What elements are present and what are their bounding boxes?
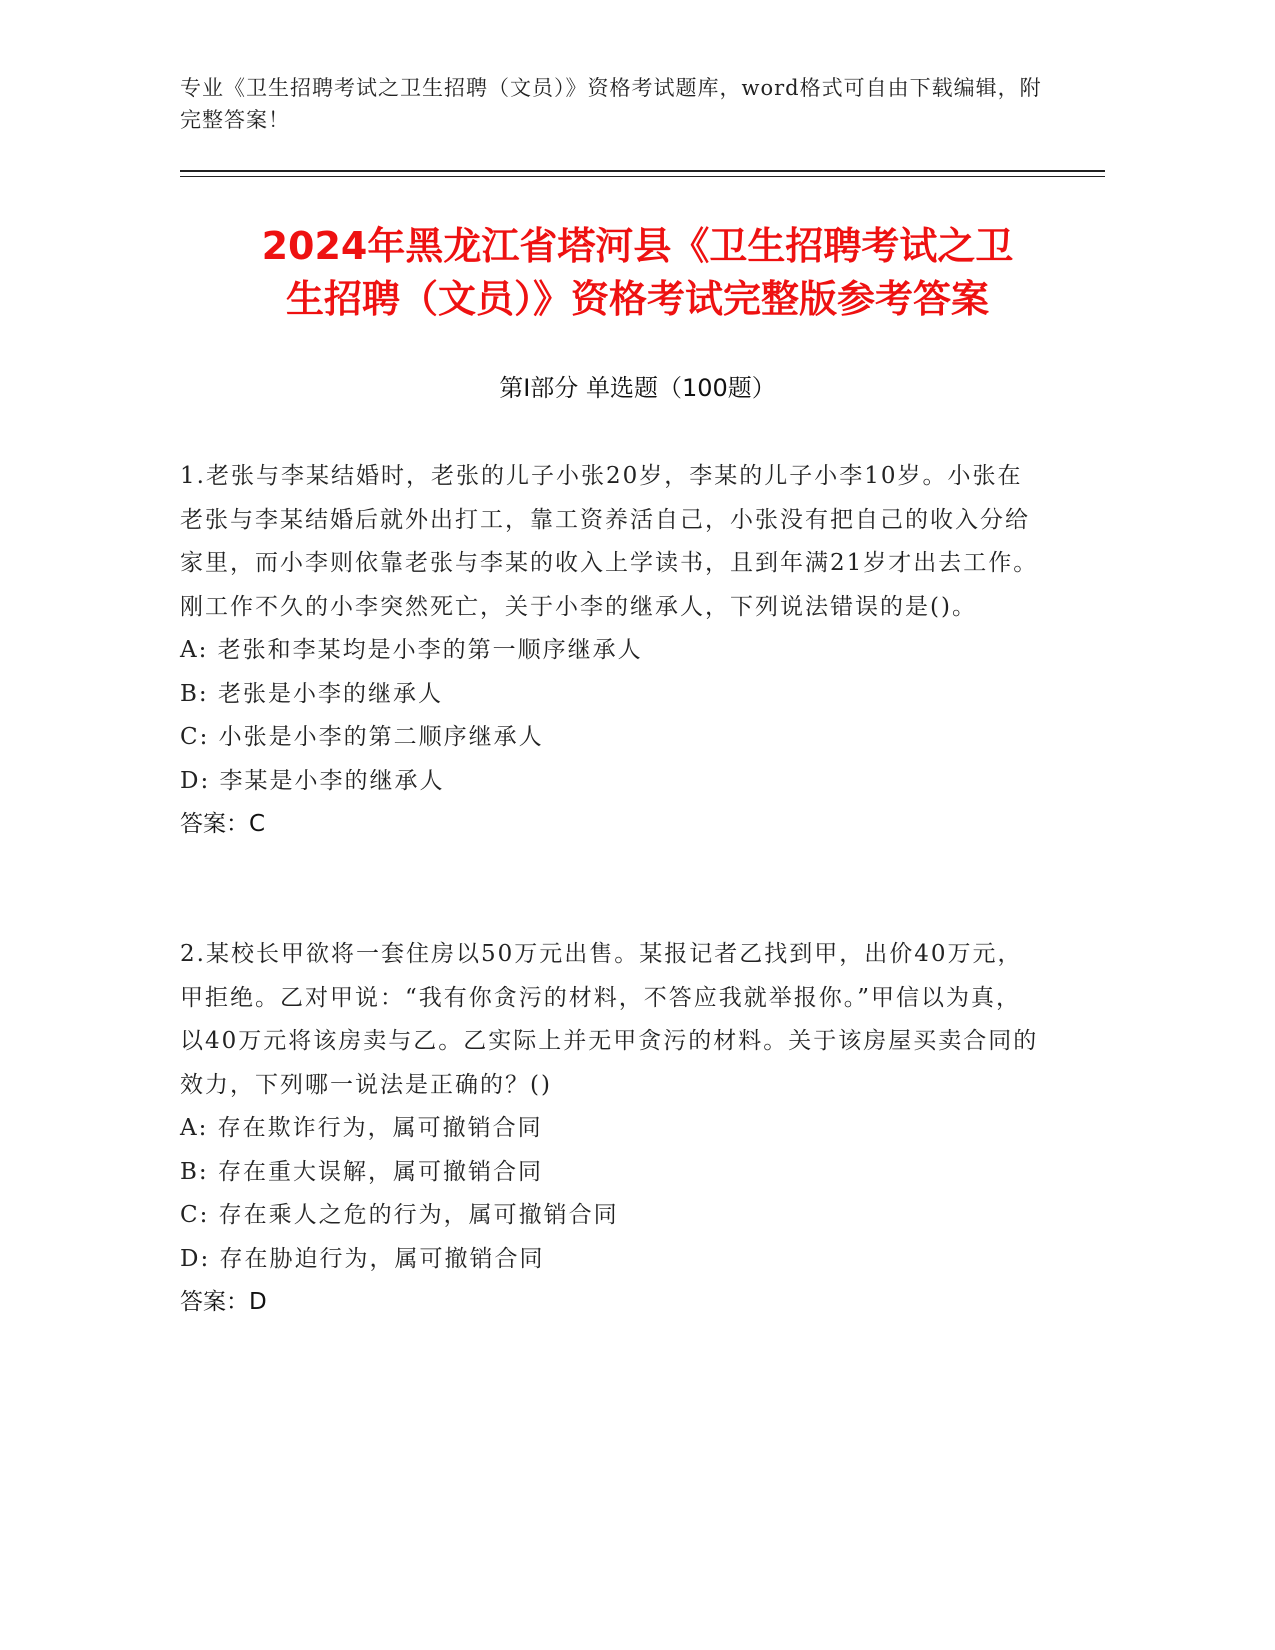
answer-line: 答案：D xyxy=(180,1289,267,1315)
question-1 xyxy=(180,455,1040,847)
document-title-line-2: 生招聘（文员）》资格考试完整版参考答案 xyxy=(285,277,989,321)
document-title xyxy=(150,220,1125,326)
header-note: 专业《卫生招聘考试之卫生招聘（文员）》资格考试题库，word格式可自由下载编辑，附完整答案！ xyxy=(180,76,1042,132)
option-a: A: 老张和李某均是小李的第一顺序继承人 xyxy=(180,637,643,663)
document-title-line-1: 2024年黑龙江省塔河县《卫生招聘考试之卫 xyxy=(261,224,1014,268)
question-stem: 1.老张与李某结婚时，老张的儿子小张20岁，李某的儿子小李10岁。小张在老张与李某结婚后就外出打工，靠工资养活自己，小张没有把自己的收入分给家里，而小李则依靠老张与李某的收入上学读书，且到年满21岁才出去工作。刚工作不久的小李突然死亡，关于小李的继承人，下列说法错误的是()。 xyxy=(180,463,1039,620)
question-stem: 2.某校长甲欲将一套住房以50万元出售。某报记者乙找到甲，出价40万元，甲拒绝。乙对甲说：“我有你贪污的材料，不答应我就举报你。”甲信以为真，以40万元将该房卖与乙。乙实际上并无甲贪污的材料。关于该房屋买卖合同的效力，下列哪一说法是正确的？() xyxy=(180,941,1039,1098)
header-rule-thin xyxy=(180,176,1105,177)
option-d: D: 李某是小李的继承人 xyxy=(180,767,445,794)
option-b: B: 存在重大误解，属可撤销合同 xyxy=(180,1158,543,1185)
header-rule-thick xyxy=(180,170,1105,172)
option-d: D: 存在胁迫行为，属可撤销合同 xyxy=(180,1245,545,1272)
option-c: C: 存在乘人之危的行为，属可撤销合同 xyxy=(180,1202,619,1228)
option-c: C: 小张是小李的第二顺序继承人 xyxy=(180,724,544,750)
section-heading: 第Ⅰ部分 单选题（100题） xyxy=(499,374,776,402)
question-2 xyxy=(180,933,1040,1325)
answer-line: 答案：C xyxy=(180,811,266,837)
option-a: A: 存在欺诈行为，属可撤销合同 xyxy=(180,1115,543,1141)
option-b: B: 老张是小李的继承人 xyxy=(180,680,443,707)
